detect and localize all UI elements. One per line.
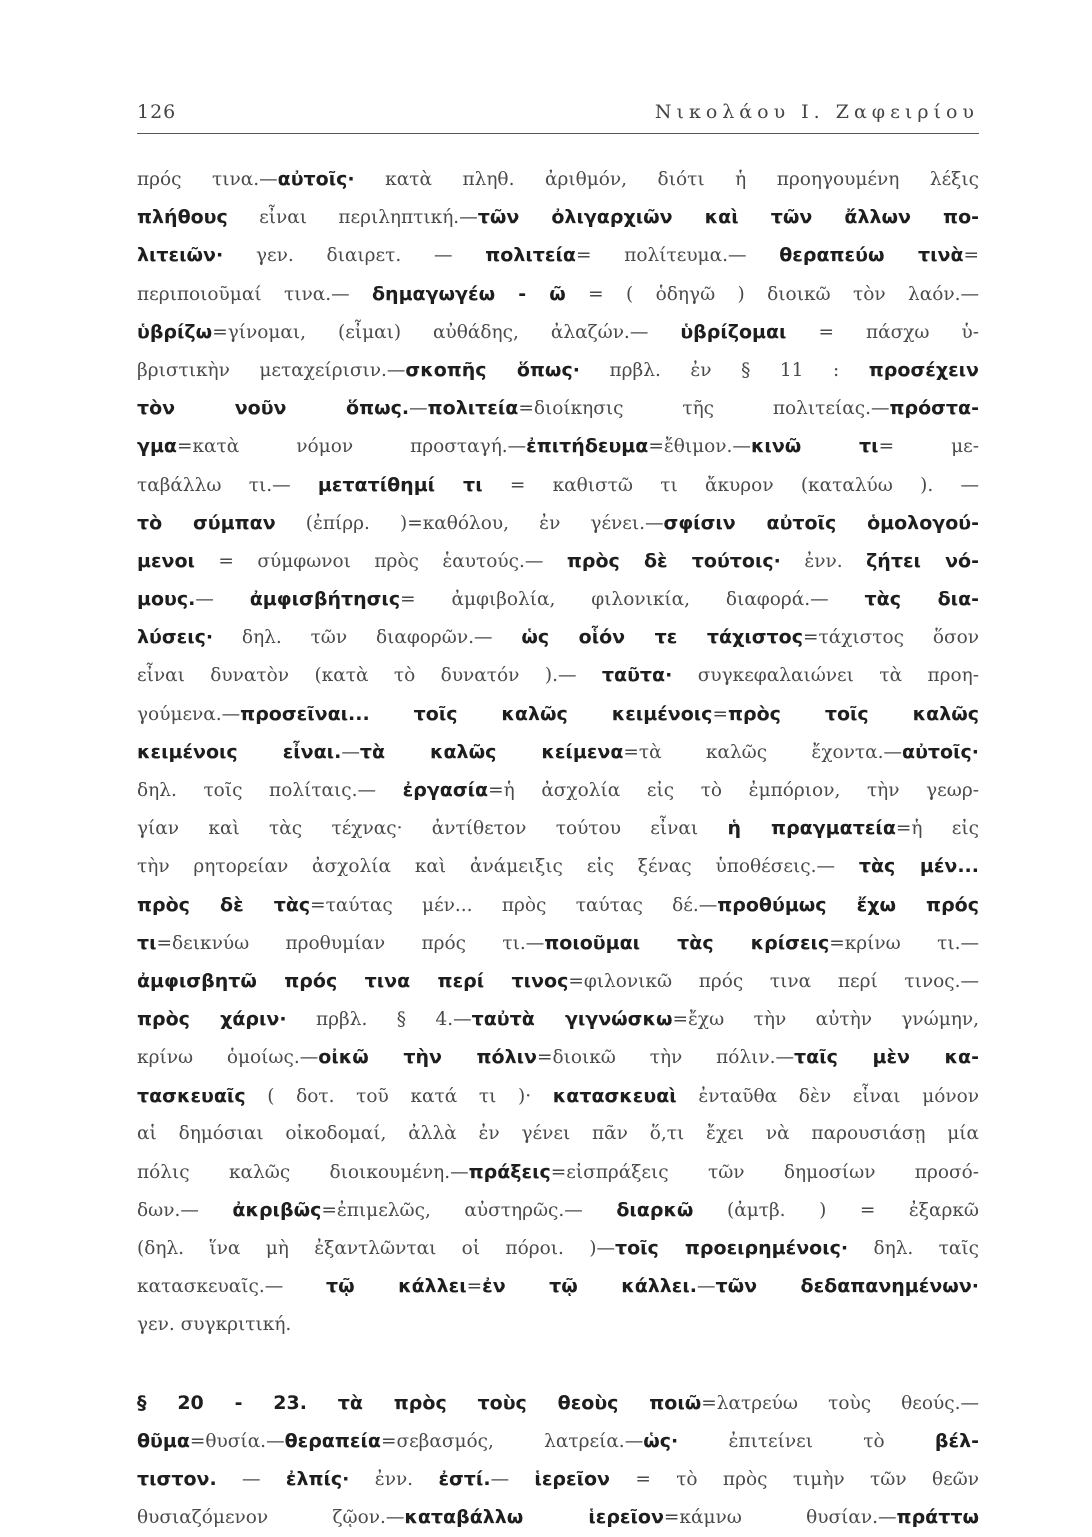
lemma-term: πρὸς δὲ τούτοις·	[566, 549, 781, 572]
lemma-term: θῦμα	[137, 1430, 190, 1452]
gloss-text: = πάσχω ὑ-	[786, 321, 979, 343]
text-line	[137, 275, 979, 313]
lemma-term: ἐπιτήδευμα	[526, 435, 649, 458]
text-line	[137, 1460, 979, 1498]
lemma-term: ἐν τῷ κάλλει.	[482, 1275, 697, 1298]
text-line	[137, 618, 979, 656]
lemma-term: δημαγωγέω - ῶ	[371, 282, 566, 305]
text-line	[137, 962, 979, 1000]
text-line	[137, 504, 979, 542]
gloss-text: =εἰσπράξεις τῶν δημοσίων προσό-	[550, 1161, 979, 1183]
gloss-text: = ἀμφιβολία, φιλονικία, διαφορά.—	[400, 589, 865, 611]
lemma-term: κειμένοις εἶναι.	[137, 740, 342, 763]
gloss-text: δων.—	[137, 1200, 233, 1222]
gloss-text: θυσιαζόμενον ζῷον.—	[137, 1507, 405, 1529]
gloss-text: = σύμφωνοι πρὸς ἑαυτούς.—	[194, 550, 567, 572]
lemma-term: πολιτεία	[485, 244, 576, 267]
lemma-term: ταῖς μὲν κα-	[794, 1046, 979, 1069]
lemma-term: πράττω	[896, 1506, 979, 1529]
lemma-term: θεραπεύω τινὰ	[779, 244, 964, 267]
gloss-text: γούμενα.—	[137, 703, 241, 725]
text-line	[137, 1498, 979, 1536]
text-line	[137, 351, 979, 389]
gloss-text: =δεικνύω προθυμίαν πρός τι.—	[156, 932, 545, 954]
text-line	[137, 1191, 979, 1229]
text-line	[137, 1000, 979, 1038]
text-line	[137, 580, 979, 618]
gloss-text: ἐνν.	[349, 1469, 439, 1491]
gloss-text: =κατὰ νόμον προσταγή.—	[176, 436, 527, 458]
text-line	[137, 1267, 979, 1305]
gloss-text: πόλις καλῶς διοικουμένη.—	[137, 1161, 469, 1183]
page-number: 126	[137, 101, 177, 123]
gloss-text: δηλ. τοῖς πολίταις.—	[137, 780, 403, 801]
lemma-term: ὡς·	[643, 1430, 679, 1452]
gloss-text: γίαν καὶ τὰς τέχνας· ἀντίθετον τούτου εἶναι	[137, 818, 728, 840]
lemma-term: προθύμως ἔχω πρός	[717, 893, 979, 916]
gloss-text: =τάχιστος ὅσον	[802, 627, 979, 649]
lemma-term: σφίσιν αὐτοῖς ὁμολογού-	[663, 511, 979, 534]
lemma-term: αὐτοῖς·	[277, 168, 355, 190]
lemma-term: τὰς μέν...	[858, 855, 979, 878]
text-line	[137, 1038, 979, 1076]
gloss-text: —	[195, 589, 250, 611]
text-line	[137, 1077, 979, 1115]
gloss-text: γεν. διαιρετ. —	[223, 245, 486, 267]
lemma-term: πολιτεία	[427, 397, 519, 420]
text-line	[137, 466, 979, 504]
gloss-text: =ἡ εἰς	[895, 818, 979, 840]
running-head: Νικολάου Ι. Ζαφειρίου	[654, 101, 979, 123]
gloss-text: (ἐπίρρ. )=καθόλου, ἐν γένει.—	[275, 512, 664, 534]
lemma-term: ταῦτα·	[601, 664, 673, 687]
gloss-text: ἐνν.	[780, 550, 867, 572]
text-line	[137, 1229, 979, 1267]
lemma-term: προσέχειν	[868, 358, 979, 381]
lemma-term: ἐργασία	[402, 779, 489, 801]
lemma-term: πλήθους	[137, 206, 228, 229]
lemma-term: τῶν ὀλιγαρχιῶν καὶ τῶν ἄλλων πο-	[477, 206, 979, 229]
gloss-text: = πολίτευμα.—	[575, 245, 780, 267]
text-line	[137, 1306, 979, 1344]
gloss-text: —	[216, 1469, 286, 1491]
gloss-text: =ταύτας μέν... πρὸς ταύτας δέ.—	[310, 894, 718, 916]
lemma-term: ζήτει νό-	[866, 549, 979, 572]
gloss-text: =φιλονικῶ πρός τινα περί τινος.—	[568, 970, 979, 992]
lemma-term: μενοι	[137, 549, 195, 572]
gloss-text: =	[466, 1276, 483, 1298]
lemma-term: σκοπῆς ὅπως·	[405, 358, 580, 381]
lemma-term: τὸν νοῦν ὅπως.	[137, 397, 410, 420]
text-line	[137, 1384, 979, 1422]
lemma-term: λύσεις·	[137, 626, 214, 649]
text-line	[137, 1422, 979, 1460]
gloss-text: εἶναι δυνατὸν (κατὰ τὸ δυνατόν ).—	[137, 665, 602, 687]
lemma-term: ὑβρίζω	[137, 320, 213, 343]
gloss-text: —	[490, 1469, 535, 1491]
text-line	[137, 1115, 979, 1153]
lemma-term: τῷ κάλλει	[326, 1275, 467, 1298]
text-line	[137, 656, 979, 694]
lemma-term: § 20 - 23. τὰ πρὸς τοὺς θεοὺς ποιῶ	[137, 1391, 702, 1414]
gloss-text: =λατρεύω τοὺς θεούς.—	[701, 1392, 979, 1414]
lemma-term: βέλ-	[934, 1430, 979, 1452]
gloss-text: ἐπιτείνει τὸ	[678, 1431, 935, 1452]
text-line	[137, 313, 979, 351]
text-line	[137, 771, 979, 809]
lemma-term: προσεῖναι... τοῖς καλῶς κειμένοις	[240, 702, 713, 725]
gloss-text: =διοικῶ τὴν πόλιν.—	[536, 1047, 795, 1069]
gloss-text: =ἐπιμελῶς, αὐστηρῶς.—	[321, 1200, 617, 1222]
lemma-term: τιστον.	[137, 1468, 217, 1491]
gloss-text: =θυσία.—	[189, 1431, 285, 1452]
gloss-text: συγκεφαλαιώνει τὰ προη-	[672, 665, 979, 687]
gloss-text: δηλ. τῶν διαφορῶν.—	[213, 627, 522, 649]
gloss-text: = ( ὁδηγῶ ) διοικῶ τὸν λαόν.—	[565, 283, 979, 305]
lemma-term: πρόστα-	[889, 397, 979, 420]
lemma-term: ἐλπίς·	[285, 1468, 350, 1491]
lemma-term: ἐστί.	[438, 1468, 491, 1491]
text-line	[137, 733, 979, 771]
lemma-term: τι	[137, 931, 157, 954]
text-line	[137, 389, 979, 427]
gloss-text: =ἔθιμον.—	[648, 436, 751, 458]
lemma-term: ἀμφισβήτησις	[249, 588, 401, 611]
gloss-text: περιποιοῦμαί τινα.—	[137, 283, 372, 305]
lemma-term: ὑβρίζομαι	[680, 320, 787, 343]
lemma-term: ὡς οἷόν τε τάχιστος	[521, 626, 803, 649]
lemma-term: μους.	[137, 588, 196, 611]
text-line	[137, 886, 979, 924]
text-line	[137, 236, 979, 274]
gloss-text: =	[963, 245, 979, 267]
lemma-term: ἀκριβῶς	[232, 1199, 322, 1222]
paragraph-gap	[137, 1344, 979, 1384]
gloss-text: κρίνω ὁμοίως.—	[137, 1047, 319, 1069]
gloss-text: (ἀμτβ. ) = ἐξαρκῶ	[693, 1200, 979, 1222]
lemma-term: τοῖς προειρημένοις·	[614, 1237, 849, 1260]
gloss-text: =	[712, 703, 728, 725]
lemma-term: αὐτοῖς·	[902, 740, 979, 763]
text-line	[137, 924, 979, 962]
text-line	[137, 160, 979, 198]
lemma-term: τῶν δεδαπανημένων·	[715, 1275, 979, 1298]
gloss-text: =γίνομαι, (εἶμαι) αὐθάδης, ἀλαζών.—	[212, 321, 681, 343]
gloss-text: ἐνταῦθα δὲν εἶναι μόνον	[676, 1085, 979, 1107]
lemma-term: τασκευαῖς	[137, 1084, 246, 1107]
gloss-text: =κάμνω θυσίαν.—	[663, 1507, 897, 1529]
gloss-text: γεν. συγκριτική.	[137, 1313, 292, 1335]
gloss-text: ( δοτ. τοῦ κατά τι )·	[245, 1085, 553, 1107]
gloss-text: = καθιστῶ τι ἄκυρον (καταλύω ). —	[482, 474, 979, 496]
body-text	[137, 160, 979, 1537]
gloss-text: πρβλ. § 4.—	[286, 1009, 472, 1031]
gloss-text: —	[697, 1276, 716, 1298]
gloss-text: αἱ δημόσιαι οἰκοδομαί, ἀλλὰ ἐν γένει πᾶν ὅ,τι ἔχει νὰ παρουσιάσῃ μία	[137, 1122, 979, 1144]
gloss-text: εἶναι περιληπτική.—	[227, 207, 478, 229]
lemma-term: ἡ πραγματεία	[727, 817, 896, 840]
gloss-text: =ἔχω τὴν αὐτὴν γνώμην,	[672, 1009, 979, 1031]
lemma-term: πρὸς δὲ τὰς	[137, 893, 311, 916]
text-line	[137, 198, 979, 236]
lemma-term: τὰς δια-	[864, 588, 979, 611]
lemma-term: γμα	[137, 435, 177, 458]
gloss-text: = τὸ πρὸς τιμὴν τῶν θεῶν	[609, 1469, 979, 1491]
lemma-term: τὸ σύμπαν	[137, 511, 276, 534]
text-line	[137, 1153, 979, 1191]
gloss-text: πρός τινα.—	[137, 169, 278, 190]
gloss-text: (δηλ. ἵνα μὴ ἐξαντλῶνται οἱ πόροι. )—	[137, 1238, 615, 1260]
text-line	[137, 542, 979, 580]
gloss-text: —	[409, 398, 428, 420]
gloss-text: κατασκευαῖς.—	[137, 1276, 326, 1298]
lemma-term: οἰκῶ τὴν πόλιν	[318, 1046, 537, 1069]
lemma-term: καταβάλλω ἱερεῖον	[404, 1506, 664, 1529]
lemma-term: ἱερεῖον	[534, 1468, 610, 1491]
text-line	[137, 695, 979, 733]
lemma-term: διαρκῶ	[616, 1199, 694, 1222]
lemma-term: θεραπεία	[284, 1430, 381, 1452]
lemma-term: λιτειῶν·	[137, 244, 224, 267]
text-line	[137, 427, 979, 465]
gloss-text: πρβλ. ἐν § 11 :	[579, 359, 869, 381]
gloss-text: =τὰ καλῶς ἔχοντα.—	[623, 741, 903, 763]
lemma-term: ταὐτὰ γιγνώσκω	[471, 1008, 673, 1031]
text-line	[137, 809, 979, 847]
gloss-text: = με-	[878, 436, 979, 458]
lemma-term: πράξεις	[468, 1160, 551, 1183]
lemma-term: μετατίθημί τι	[317, 473, 483, 496]
text-line	[137, 847, 979, 885]
header-rule	[137, 133, 979, 134]
lemma-term: τὰ καλῶς κείμενα	[359, 740, 624, 763]
lemma-term: κατασκευαὶ	[552, 1084, 677, 1107]
gloss-text: βριστικὴν μεταχείρισιν.—	[137, 359, 406, 381]
lemma-term: ποιοῦμαι τὰς κρίσεις	[544, 931, 830, 954]
gloss-text: τὴν ρητορείαν ἀσχολία καὶ ἀνάμειξις εἰς ξένας ὑποθέσεις.—	[137, 856, 859, 878]
lemma-term: πρὸς τοῖς καλῶς	[727, 702, 979, 725]
lemma-term: ἀμφισβητῶ πρός τινα περί τινος	[137, 969, 569, 992]
gloss-text: δηλ. ταῖς	[848, 1238, 979, 1260]
gloss-text: —	[341, 741, 360, 763]
gloss-text: =ἡ ἀσχολία εἰς τὸ ἐμπόριον, τὴν γεωρ-	[488, 780, 979, 801]
gloss-text: =διοίκησις τῆς πολιτείας.—	[518, 398, 890, 420]
gloss-text: =κρίνω τι.—	[829, 932, 979, 954]
gloss-text: ταβάλλω τι.—	[137, 474, 318, 496]
gloss-text: =σεβασμός, λατρεία.—	[380, 1431, 644, 1452]
lemma-term: πρὸς χάριν·	[137, 1008, 287, 1031]
lemma-term: κινῶ τι	[750, 435, 879, 458]
page-header	[137, 95, 979, 135]
gloss-text: κατὰ πληθ. ἀριθμόν, διότι ἡ προηγουμένη λέξις	[354, 169, 979, 190]
